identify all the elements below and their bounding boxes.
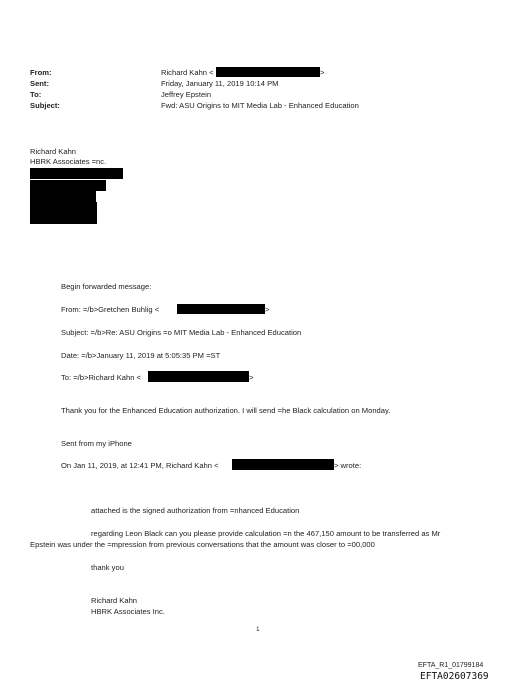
signature-company: HBRK Associates =nc. xyxy=(30,157,107,166)
quote-header-close: > wrote: xyxy=(334,461,362,470)
forward-to: To: =/b>Richard Kahn < xyxy=(61,373,141,382)
quoted-line-2b: Epstein was under the =mpression from previous conversations that the amount was closer to =00,000 xyxy=(30,540,375,549)
redaction-box xyxy=(216,67,320,77)
quote-header: On Jan 11, 2019, at 12:41 PM, Richard Kahn < xyxy=(61,461,219,470)
sent-from-iphone: Sent from my iPhone xyxy=(61,439,132,448)
forward-from-close: > xyxy=(265,305,270,314)
from-close: > xyxy=(320,68,325,77)
forward-date: Date: =/b>January 11, 2019 at 5:05:35 PM =ST xyxy=(61,351,221,360)
forward-to-close: > xyxy=(249,373,254,382)
forward-body: Thank you for the Enhanced Education authorization. I will send =he Black calculation on Monday. xyxy=(61,406,391,415)
redaction-box xyxy=(30,180,106,191)
from-value: Richard Kahn < xyxy=(161,68,214,77)
from-label: From: xyxy=(30,68,52,77)
redaction-box xyxy=(30,191,96,202)
page-number: 1 xyxy=(256,626,260,633)
signature-name: Richard Kahn xyxy=(30,147,77,156)
quoted-signature-company: HBRK Associates Inc. xyxy=(91,607,165,616)
redaction-box xyxy=(30,213,97,224)
to-label: To: xyxy=(30,90,42,99)
bates-number-2: EFTA02607369 xyxy=(420,671,489,682)
sent-value: Friday, January 11, 2019 10:14 PM xyxy=(161,79,279,88)
quoted-line-1: attached is the signed authorization from =nhanced Education xyxy=(91,506,300,515)
forward-intro: Begin forwarded message: xyxy=(61,282,152,291)
sent-label: Sent: xyxy=(30,79,49,88)
redaction-box xyxy=(177,304,265,314)
quoted-thanks: thank you xyxy=(91,563,124,572)
to-value: Jeffrey Epstein xyxy=(161,90,212,99)
forward-subject: Subject: =/b>Re: ASU Origins =o MIT Media Lab - Enhanced Education xyxy=(61,328,302,337)
forward-from: From: =/b>Gretchen Buhlig < xyxy=(61,305,160,314)
quoted-line-2a: regarding Leon Black can you please provide calculation =n the 467,150 amount to be transferred as Mr xyxy=(91,529,441,538)
redaction-box xyxy=(148,371,249,382)
redaction-box xyxy=(232,459,334,470)
redaction-box xyxy=(30,168,123,179)
subject-value: Fwd: ASU Origins to MIT Media Lab - Enhanced Education xyxy=(161,101,359,110)
bates-number-1: EFTA_R1_01799184 xyxy=(418,662,484,669)
subject-label: Subject: xyxy=(30,101,60,110)
redaction-box xyxy=(30,202,97,213)
quoted-signature-name: Richard Kahn xyxy=(91,596,138,605)
